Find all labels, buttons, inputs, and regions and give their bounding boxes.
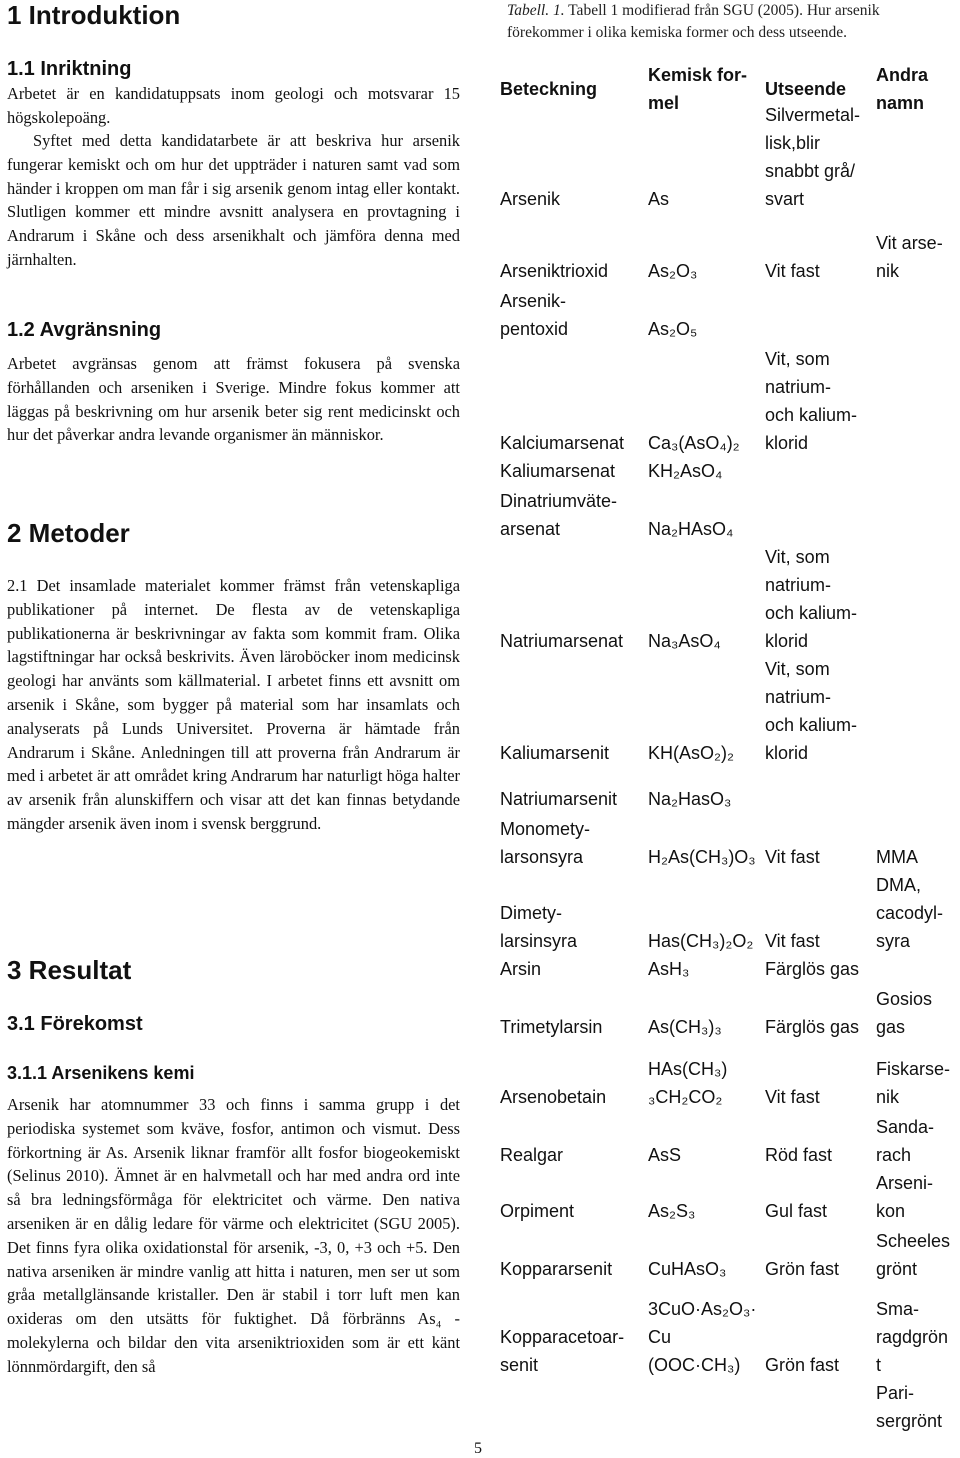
table-cell-utseende: Gul fast: [765, 1201, 828, 1221]
paragraph: Arbetet avgränsas genom att främst fokusera på svenska förhållanden och arseniken i Sverige. Mindre fokus kommer att läggas på beskrivning om hur arsenik beter sig rent medicinskt och hur det påverkar andra levande organismer än människor.: [7, 354, 460, 445]
table-cell-formel: Na₂HasO₃: [648, 789, 732, 809]
table-cell-andra-namn: MMA: [876, 847, 918, 867]
table-cell-beteckning: Dimety- larsinsyra: [500, 903, 578, 951]
table-cell-beteckning: Kalciumarsenat: [500, 433, 625, 453]
section-2-heading: 2 Metoder: [7, 518, 130, 548]
table-cell-beteckning: Kaliumarsenit: [500, 743, 610, 763]
table-cell-utseende: Vit, som natrium- och kalium- klorid: [765, 659, 858, 763]
section-3-heading: 3 Resultat: [7, 955, 132, 985]
table-cell-formel: AsH₃: [648, 959, 690, 979]
table-cell-formel: Ca₃(AsO₄)₂: [648, 433, 740, 453]
table-cell-utseende: Vit fast: [765, 847, 820, 867]
table-cell-utseende: Färglös gas: [765, 1017, 860, 1037]
header-kemisk-formel: Kemisk for- mel: [648, 65, 748, 113]
page-number: 5: [474, 1440, 482, 1457]
paragraph: Arsenik har atomnummer 33 och finns i samma grupp i det periodiska systemet som kväve, fosfor, antimon och vismut. Dess förkortning är As. Arsenik liknar framför allt fosfor biogeokemiskt (Selinus 2010). Ämnet är en halvmetall och har med andra ord inte så bra ledningsförmåga för elektricitet och värme. Den nativa arseniken är en dålig ledare för värme och elektricitet (SGU 2005). Det finns fyra olika oxidationstal för arsenik, -3, 0, +3 och +5. Den nativa arseniken är mindre vanlig att hitta i naturen, men ser ut som gråa metallglänsande kristaller. Den är stabil i torr luft men kan oxideras om den utsätts för fuktighet. Då förbränns As₄ - molekylerna och bildar den vita arseniktrioxiden som är ett känt lönnmördargift, den så: [7, 1095, 460, 1376]
table-cell-andra-namn: DMA, cacodyl- syra: [876, 875, 944, 951]
table-cell-utseende: Silvermetal- lisk,blir snabbt grå/ svart: [765, 105, 861, 209]
table-cell-beteckning: Kaliumarsenat: [500, 461, 616, 481]
table-cell-formel: As(CH₃)₃: [648, 1017, 722, 1037]
section-3-1-heading: 3.1 Förekomst: [7, 1013, 143, 1035]
table-cell-beteckning: Arseniktrioxid: [500, 261, 609, 281]
table-cell-utseende: Vit, som natrium- och kalium- klorid: [765, 349, 858, 453]
table-cell-formel: AsS: [648, 1145, 682, 1165]
table-cell-formel: As₂O₃: [648, 261, 698, 281]
table-cell-formel: Na₃AsO₄: [648, 631, 721, 651]
table-cell-utseende: Vit fast: [765, 1087, 820, 1107]
table-cell-formel: As: [648, 189, 670, 209]
paragraph: 2.1 Det insamlade materialet kommer främst från vetenskapliga publikationer på internet. De flesta av de vetenskapliga publikationerna är beskrivningar av fakta som kommit fram. Olika lagstiftningar har också beskrivits. Även läroböcker inom medicinsk geologi har använts som källmaterial. I arbetet finns ett avsnitt om arsenik i Skåne, som bygger på material som har insamlats och analyserats på Lunds Universitet. Proverna är hämtade från Andrarum i Skåne. Anledningen till att proverna från Andrarum är med i arbetet är att området kring Andrarum har naturligt höga halter av arsenik från alunskiffern och visar att det kan finnas betydande mängder arsenik även inom i svensk berggrund.: [7, 576, 460, 833]
table-cell-formel: As₂O₅: [648, 319, 698, 339]
section-1-heading: 1 Introduktion: [7, 0, 181, 30]
section-3-1-1-heading: 3.1.1 Arsenikens kemi: [7, 1063, 195, 1083]
table-cell-beteckning: Trimetylarsin: [500, 1017, 603, 1037]
table-cell-beteckning: Arsenik: [500, 189, 561, 209]
table-cell-formel: KH₂AsO₄: [648, 461, 723, 481]
table-cell-formel: CuHAsO₃: [648, 1259, 727, 1279]
section-1-2-heading: 1.2 Avgränsning: [7, 319, 162, 341]
table-cell-andra-namn: Scheeles grönt: [876, 1231, 951, 1279]
table-cell-utseende: Röd fast: [765, 1145, 833, 1165]
table-cell-utseende: Vit fast: [765, 261, 820, 281]
table-cell-beteckning: Arsenobetain: [500, 1087, 607, 1107]
header-utseende: Utseende: [765, 79, 847, 99]
table-cell-andra-namn: Arseni- kon: [876, 1173, 934, 1221]
table-cell-utseende: Vit fast: [765, 931, 820, 951]
header-beteckning: Beteckning: [500, 79, 598, 99]
caption-label: Tabell. 1.: [507, 2, 565, 19]
table-cell-andra-namn: Vit arse- nik: [876, 233, 943, 281]
table-cell-beteckning: Orpiment: [500, 1201, 575, 1221]
table-cell-beteckning: Dinatriumväte- arsenat: [500, 491, 618, 539]
paragraph: Syftet med detta kandidatarbete är att beskriva hur arsenik fungerar kemiskt och om hur det uppträder i naturen samt vad som händer i kroppen om man får i sig arsenik genom intag eller kontakt. Slutligen kommer ett mindre avsnitt analysera en provtagning i Andrarum i Skåne och dess arsenikhalt och jämföra denna med järnhalten.: [7, 131, 460, 269]
table-cell-utseende: Grön fast: [765, 1355, 840, 1375]
table-cell-formel: As₂S₃: [648, 1201, 696, 1221]
table-cell-andra-namn: Sanda- rach: [876, 1117, 935, 1165]
table-cell-beteckning: Natriumarsenat: [500, 631, 624, 651]
table-cell-utseende: Grön fast: [765, 1259, 840, 1279]
table-cell-beteckning: Monomety- larsonsyra: [500, 819, 591, 867]
table-caption: [507, 0, 957, 44]
table-cell-beteckning: Natriumarsenit: [500, 789, 618, 809]
table-cell-andra-namn: Gosios gas: [876, 989, 933, 1037]
table-cell-andra-namn: Fiskarse- nik: [876, 1059, 951, 1107]
table-cell-formel: 3CuO·As₂O₃· Cu (OOC·CH₃): [648, 1299, 757, 1375]
table-cell-beteckning: Arsenik- pentoxid: [500, 291, 569, 339]
table-cell-utseende: Vit, som natrium- och kalium- klorid: [765, 547, 858, 651]
caption-text: Tabell 1 modifierad från SGU (2005). Hur arsenik förekommer i olika kemiska former och dess utseende.: [507, 2, 880, 41]
table-cell-andra-namn: Sma- ragdgrön t Pari- sergrönt: [876, 1299, 949, 1431]
paragraph: Arbetet är en kandidatuppsats inom geologi och motsvarar 15 högskolepoäng.: [7, 84, 460, 127]
table-cell-formel: Has(CH₃)₂O₂: [648, 931, 754, 951]
header-andra-namn: Andra namn: [876, 65, 929, 113]
table-cell-beteckning: Kopparacetoar- senit: [500, 1327, 625, 1375]
table-cell-beteckning: Realgar: [500, 1145, 564, 1165]
table-cell-beteckning: Koppararsenit: [500, 1259, 613, 1279]
table-cell-utseende: Färglös gas: [765, 959, 860, 979]
table-cell-beteckning: Arsin: [500, 959, 542, 979]
section-1-1-heading: 1.1 Inriktning: [7, 58, 132, 80]
table-cell-formel: KH(AsO₂)₂: [648, 743, 734, 763]
table-cell-formel: H₂As(CH₃)O₃: [648, 847, 756, 867]
table-cell-formel: HAs(CH₃) ₃CH₂CO₂: [648, 1059, 728, 1107]
table-cell-formel: Na₂HAsO₄: [648, 519, 734, 539]
